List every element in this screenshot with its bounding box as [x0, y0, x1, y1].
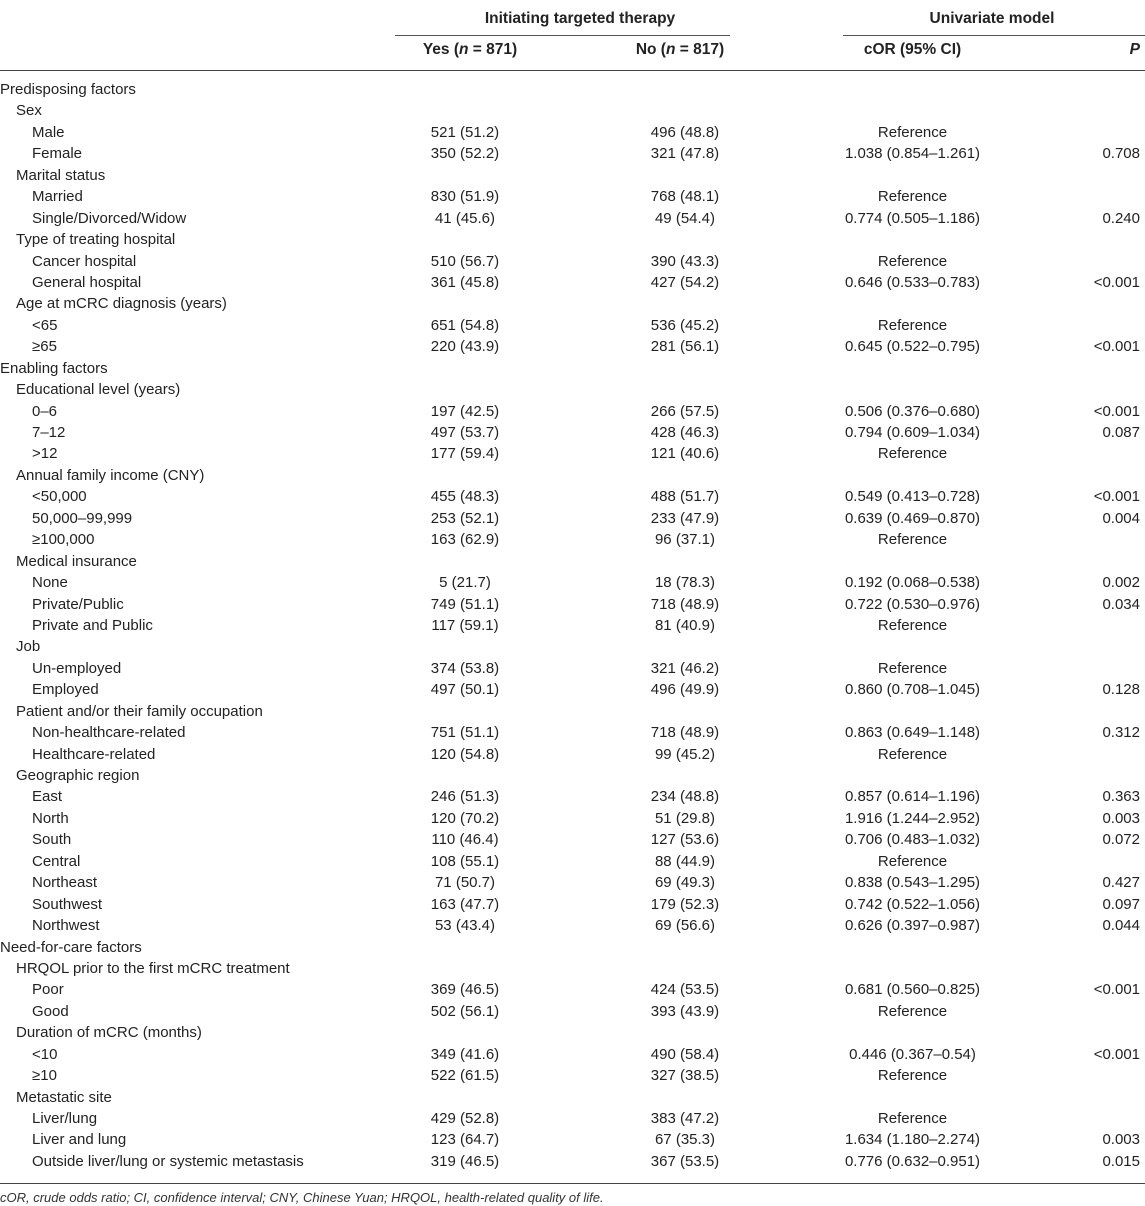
cell-yes: 197 (42.5): [430, 402, 500, 420]
cell-no: 718 (48.9): [650, 595, 720, 613]
cell-yes: 319 (46.5): [430, 1152, 500, 1170]
row-label: 50,000–99,999: [32, 509, 133, 527]
category-row: [0, 551, 1145, 572]
cell-cor: 0.774 (0.505–1.186): [844, 209, 981, 227]
cell-cor: 0.549 (0.413–0.728): [844, 488, 981, 506]
table-row: [0, 1151, 1145, 1172]
cell-yes: 497 (50.1): [430, 681, 500, 699]
cell-p: 0.708: [1102, 145, 1140, 163]
cell-no: 51 (29.8): [654, 809, 716, 827]
cell-no: 127 (53.6): [650, 831, 720, 849]
category-row: [0, 765, 1145, 786]
cell-cor: 0.776 (0.632–0.951): [844, 1152, 981, 1170]
cell-no: 121 (40.6): [650, 445, 720, 463]
category-row: [0, 636, 1145, 657]
cell-cor: 0.506 (0.376–0.680): [844, 402, 981, 420]
row-label: Patient and/or their family occupation: [16, 702, 263, 720]
table-row: [0, 1065, 1145, 1086]
row-label: HRQOL prior to the first mCRC treatment: [16, 959, 290, 977]
cell-cor: 0.838 (0.543–1.295): [844, 874, 981, 892]
cell-cor: Reference: [877, 659, 948, 677]
category-row: [0, 1087, 1145, 1108]
cell-no: 327 (38.5): [650, 1067, 720, 1085]
cell-cor: Reference: [877, 1002, 948, 1020]
row-label: Northeast: [32, 874, 98, 892]
table-row: [0, 615, 1145, 636]
section-row: [0, 358, 1145, 379]
cell-p: 0.003: [1102, 1131, 1140, 1149]
row-label: East: [32, 788, 63, 806]
row-label: Healthcare-related: [32, 745, 156, 763]
row-label: General hospital: [32, 273, 142, 291]
table-row: [0, 336, 1145, 357]
table-body: [0, 79, 1145, 1172]
row-label: Marital status: [16, 166, 106, 184]
category-row: [0, 165, 1145, 186]
cell-cor: Reference: [877, 616, 948, 634]
cell-yes: 5 (21.7): [439, 574, 491, 592]
cell-yes: 220 (43.9): [430, 338, 500, 356]
cell-no: 496 (49.9): [650, 681, 720, 699]
cell-no: 424 (53.5): [650, 981, 720, 999]
cell-no: 88 (44.9): [654, 852, 716, 870]
cell-yes: 502 (56.1): [430, 1002, 500, 1020]
row-label: Outside liver/lung or systemic metastasis: [32, 1152, 304, 1170]
table-row: [0, 315, 1145, 336]
row-label: Type of treating hospital: [16, 231, 176, 249]
row-label: Liver/lung: [32, 1110, 98, 1127]
row-label: Duration of mCRC (months): [16, 1024, 202, 1042]
cell-p: <0.001: [1093, 488, 1140, 506]
cell-no: 427 (54.2): [650, 273, 720, 291]
row-label: Geographic region: [16, 767, 140, 784]
cell-p: 0.312: [1102, 724, 1140, 742]
header-rule: [0, 70, 1145, 71]
cell-no: 179 (52.3): [650, 895, 720, 913]
cell-cor: Reference: [877, 188, 948, 206]
row-label: South: [32, 831, 72, 849]
table-row: [0, 529, 1145, 550]
group-title-targeted-therapy: Initiating targeted therapy: [484, 10, 676, 27]
cell-cor: 0.863 (0.649–1.148): [844, 724, 981, 742]
row-label: Non-healthcare-related: [32, 724, 186, 742]
cell-yes: 253 (52.1): [430, 509, 500, 527]
row-label: Single/Divorced/Widow: [32, 209, 187, 227]
row-label: Married: [32, 188, 83, 206]
row-label: Private/Public: [32, 595, 124, 613]
row-label: None: [32, 574, 68, 592]
table-row: [0, 1001, 1145, 1022]
cell-no: 390 (43.3): [650, 252, 720, 270]
cell-no: 49 (54.4): [654, 209, 716, 227]
footer-rule: [0, 1183, 1145, 1184]
group-underline-targeted: [395, 35, 730, 36]
category-row: [0, 465, 1145, 486]
table-row: [0, 508, 1145, 529]
column-header-cor: cOR (95% CI): [863, 41, 962, 58]
cell-p: <0.001: [1093, 981, 1140, 999]
row-label: <65: [32, 316, 58, 334]
cell-yes: 117 (59.1): [431, 616, 499, 634]
cell-cor: 1.916 (1.244–2.952): [844, 809, 981, 827]
cell-no: 367 (53.5): [650, 1152, 720, 1170]
row-label: 0–6: [32, 402, 58, 420]
table-row: [0, 1108, 1145, 1129]
cell-cor: 0.446 (0.367–0.54): [849, 1045, 976, 1063]
cell-cor: Reference: [877, 1067, 948, 1085]
row-label: Southwest: [32, 895, 103, 913]
row-label: Northwest: [32, 917, 100, 935]
cell-no: 69 (49.3): [654, 874, 716, 892]
section-row: [0, 937, 1145, 958]
cell-no: 281 (56.1): [650, 338, 720, 356]
cell-no: 67 (35.3): [654, 1131, 716, 1149]
cell-p: 0.003: [1102, 809, 1140, 827]
table-row: [0, 251, 1145, 272]
cell-yes: 349 (41.6): [430, 1045, 500, 1063]
table-row: [0, 851, 1145, 872]
cell-yes: 455 (48.3): [430, 488, 500, 506]
cell-yes: 522 (61.5): [430, 1067, 500, 1085]
cell-yes: 53 (43.4): [434, 917, 496, 935]
table-row: [0, 401, 1145, 422]
table-row: [0, 486, 1145, 507]
cell-no: 321 (46.2): [650, 659, 720, 677]
cell-no: 234 (48.8): [650, 788, 720, 806]
row-label: <10: [32, 1045, 58, 1063]
table-row: [0, 1129, 1145, 1150]
category-row: [0, 958, 1145, 979]
table-row: [0, 443, 1145, 464]
cell-cor: 0.722 (0.530–0.976): [844, 595, 981, 613]
cell-yes: 163 (62.9): [430, 531, 500, 549]
cell-yes: 651 (54.8): [430, 316, 500, 334]
cell-p: 0.427: [1102, 874, 1140, 892]
table-row: [0, 786, 1145, 807]
cell-cor: 0.645 (0.522–0.795): [844, 338, 981, 356]
cell-cor: Reference: [877, 316, 948, 334]
cell-p: <0.001: [1093, 1045, 1140, 1063]
cell-p: 0.004: [1102, 509, 1140, 527]
cell-yes: 510 (56.7): [430, 252, 500, 270]
cell-p: 0.034: [1102, 595, 1140, 613]
row-label: Employed: [32, 681, 99, 699]
row-label: Job: [16, 638, 41, 656]
table-row: [0, 894, 1145, 915]
cell-p: 0.015: [1102, 1152, 1140, 1170]
cell-no: 321 (47.8): [650, 145, 720, 163]
cell-p: <0.001: [1093, 402, 1140, 420]
cell-p: 0.087: [1102, 424, 1140, 441]
cell-p: <0.001: [1093, 273, 1140, 291]
table-footnote: cOR, crude odds ratio; CI, confidence interval; CNY, Chinese Yuan; HRQOL, health-related quality of life.: [0, 1190, 604, 1205]
table-row: [0, 1044, 1145, 1065]
cell-cor: Reference: [877, 123, 948, 141]
cell-no: 536 (45.2): [650, 316, 720, 334]
cell-p: 0.128: [1102, 681, 1140, 699]
table-row: [0, 594, 1145, 615]
row-label: Medical insurance: [16, 552, 137, 570]
cell-yes: 497 (53.7): [430, 424, 500, 441]
cell-yes: 429 (52.8): [430, 1110, 500, 1127]
row-label: Central: [32, 852, 81, 870]
table-row: [0, 658, 1145, 679]
table-row: [0, 872, 1145, 893]
row-label: Male: [32, 123, 65, 141]
cell-cor: 0.639 (0.469–0.870): [844, 509, 981, 527]
table-row: [0, 122, 1145, 143]
cell-yes: 108 (55.1): [430, 852, 500, 870]
cell-cor: 0.646 (0.533–0.783): [844, 273, 981, 291]
row-label: 7–12: [32, 424, 66, 441]
cell-p: 0.002: [1102, 574, 1140, 592]
cell-no: 266 (57.5): [650, 402, 720, 420]
table-row: [0, 572, 1145, 593]
row-label: Private and Public: [32, 616, 153, 634]
cell-no: 69 (56.6): [654, 917, 716, 935]
cell-no: 768 (48.1): [650, 188, 720, 206]
cell-yes: 751 (51.1): [430, 724, 500, 742]
cell-p: 0.240: [1102, 209, 1140, 227]
cell-no: 18 (78.3): [654, 574, 716, 592]
category-row: [0, 100, 1145, 121]
cell-yes: 521 (51.2): [430, 123, 500, 141]
column-header-no: No (n = 817): [635, 41, 725, 58]
group-title-univariate-model: Univariate model: [929, 10, 1055, 27]
cell-yes: 41 (45.6): [434, 209, 496, 227]
row-label: Metastatic site: [16, 1088, 112, 1106]
table-row: [0, 272, 1145, 293]
cell-yes: 350 (52.2): [430, 145, 500, 163]
category-row: [0, 229, 1145, 250]
cell-p: 0.363: [1102, 788, 1140, 806]
cell-no: 393 (43.9): [650, 1002, 720, 1020]
cell-cor: 0.860 (0.708–1.045): [844, 681, 981, 699]
table-row: [0, 422, 1145, 443]
row-label: North: [32, 809, 69, 827]
table-row: [0, 979, 1145, 1000]
column-header-yes: Yes (n = 871): [422, 41, 518, 58]
table-row: [0, 722, 1145, 743]
row-label: Predisposing factors: [0, 81, 136, 98]
cell-no: 383 (47.2): [650, 1110, 720, 1127]
category-row: [0, 293, 1145, 314]
cell-cor: 0.794 (0.609–1.034): [844, 424, 981, 441]
table-row: [0, 208, 1145, 229]
row-label: >12: [32, 445, 58, 463]
cell-cor: 1.634 (1.180–2.274): [844, 1131, 981, 1149]
row-label: Un-employed: [32, 659, 122, 677]
row-label: Educational level (years): [16, 381, 181, 399]
table-row: [0, 744, 1145, 765]
row-label: <50,000: [32, 488, 87, 506]
cell-yes: 374 (53.8): [430, 659, 500, 677]
cell-no: 81 (40.9): [654, 616, 716, 634]
category-row: [0, 379, 1145, 400]
cell-cor: 0.192 (0.068–0.538): [844, 574, 981, 592]
row-label: Need-for-care factors: [0, 938, 142, 956]
cell-yes: 71 (50.7): [434, 874, 496, 892]
row-label: Enabling factors: [0, 359, 108, 377]
cell-p: <0.001: [1093, 338, 1140, 356]
cell-cor: Reference: [877, 852, 948, 870]
cell-cor: 0.681 (0.560–0.825): [844, 981, 981, 999]
cell-cor: 0.626 (0.397–0.987): [844, 917, 981, 935]
category-row: [0, 701, 1145, 722]
cell-cor: 0.706 (0.483–1.032): [844, 831, 981, 849]
table-row: [0, 679, 1145, 700]
table-row: [0, 186, 1145, 207]
cell-yes: 177 (59.4): [430, 445, 500, 463]
category-row: [0, 1022, 1145, 1043]
cell-no: 496 (48.8): [650, 123, 720, 141]
cell-cor: Reference: [877, 531, 948, 549]
cell-yes: 361 (45.8): [430, 273, 500, 291]
row-label: Sex: [16, 102, 42, 120]
cell-no: 233 (47.9): [650, 509, 720, 527]
cell-yes: 123 (64.7): [430, 1131, 500, 1149]
cell-yes: 246 (51.3): [430, 788, 500, 806]
table-row: [0, 808, 1145, 829]
cell-no: 490 (58.4): [650, 1045, 720, 1063]
cell-no: 96 (37.1): [654, 531, 716, 549]
cell-yes: 369 (46.5): [430, 981, 500, 999]
cell-p: 0.044: [1102, 917, 1140, 935]
row-label: Female: [32, 145, 83, 163]
cell-cor: Reference: [877, 745, 948, 763]
cell-yes: 120 (54.8): [430, 745, 500, 763]
row-label: Good: [32, 1002, 69, 1020]
cell-yes: 120 (70.2): [430, 809, 500, 827]
cell-yes: 749 (51.1): [430, 595, 500, 613]
cell-p: 0.097: [1102, 895, 1140, 913]
cell-cor: Reference: [877, 445, 948, 463]
cell-no: 99 (45.2): [654, 745, 716, 763]
cell-cor: 0.857 (0.614–1.196): [844, 788, 981, 806]
cell-cor: 1.038 (0.854–1.261): [844, 145, 981, 163]
section-row: [0, 79, 1145, 100]
row-label: Poor: [32, 981, 64, 999]
cell-cor: 0.742 (0.522–1.056): [844, 895, 981, 913]
cell-no: 488 (51.7): [650, 488, 720, 506]
cell-no: 718 (48.9): [650, 724, 720, 742]
table-row: [0, 143, 1145, 164]
cell-yes: 830 (51.9): [430, 188, 500, 206]
row-label: Cancer hospital: [32, 252, 137, 270]
row-label: Annual family income (CNY): [16, 466, 205, 484]
cell-cor: Reference: [877, 252, 948, 270]
row-label: ≥65: [32, 338, 57, 356]
cell-yes: 110 (46.4): [431, 831, 499, 849]
cell-yes: 163 (47.7): [430, 895, 500, 913]
cell-p: 0.072: [1102, 831, 1140, 849]
table-row: [0, 829, 1145, 850]
table-row: [0, 915, 1145, 936]
cell-cor: Reference: [877, 1110, 948, 1127]
row-label: ≥100,000: [32, 531, 95, 549]
column-header-p: P: [1129, 41, 1140, 58]
cell-no: 428 (46.3): [650, 424, 720, 441]
row-label: Age at mCRC diagnosis (years): [16, 295, 227, 313]
row-label: ≥10: [32, 1067, 57, 1085]
row-label: Liver and lung: [32, 1131, 127, 1149]
group-underline-model: [843, 35, 1145, 36]
